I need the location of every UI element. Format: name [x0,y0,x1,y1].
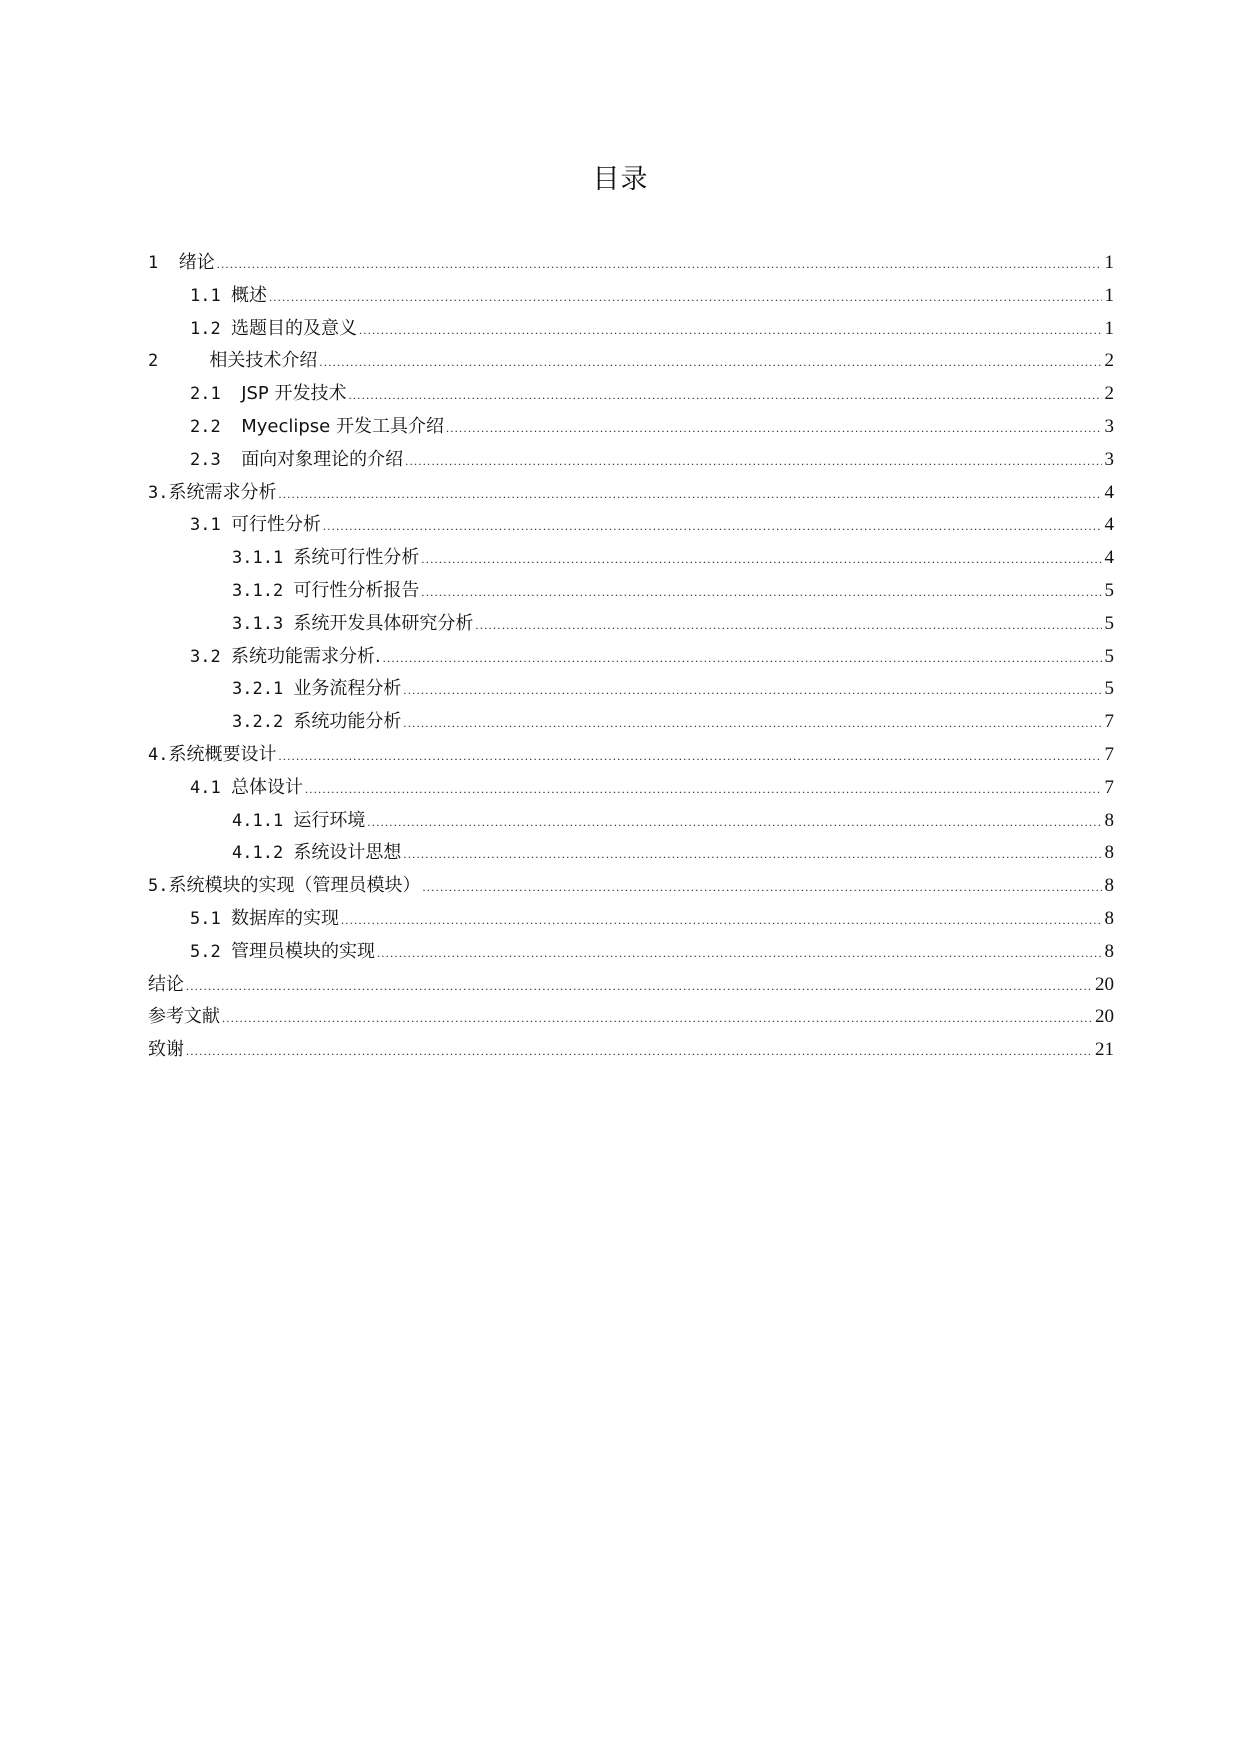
entry-title: 系统需求分析 [168,481,277,503]
toc-entry[interactable] [148,903,1114,936]
entry-number: 1 [148,253,179,273]
entry-title: 面向对象理论的介绍 [241,448,404,470]
dot-leader [421,543,1102,576]
dot-leader [446,412,1102,445]
entry-number: 5.2 [190,941,231,962]
dot-leader [323,510,1102,543]
page-number: 1 [1104,284,1114,306]
entry-title: 业务流程分析 [293,678,402,700]
entry-title: 系统可行性分析 [293,547,420,569]
page-number: 4 [1104,481,1114,503]
entry-number: 4.1.2 [232,843,294,864]
toc-entry[interactable] [148,444,1114,477]
dot-leader [421,576,1102,609]
page-number: 2 [1104,383,1114,405]
entry-title: 致谢 [148,1039,184,1061]
entry-title: 系统概要设计 [168,743,277,765]
entry-title: 系统功能分析 [293,711,402,733]
toc-entry[interactable] [148,411,1114,444]
entry-number: 5.1 [190,908,231,929]
entry-number: 4. [148,744,169,765]
entry-title: 系统开发具体研究分析 [293,612,474,634]
toc-entry[interactable] [148,673,1114,706]
entry-number: 3. [148,482,169,503]
page-number: 5 [1104,645,1114,667]
entry-title: 选题目的及意义 [230,317,357,339]
entry-number: 1.1 [190,285,231,306]
dot-leader [278,478,1102,511]
entry-number: 3.1.3 [232,613,294,634]
toc-entry[interactable] [148,313,1114,346]
entry-title: JSP 开发技术 [241,383,347,405]
page-number: 8 [1104,875,1114,897]
dot-leader [186,1035,1093,1068]
dot-leader [217,248,1102,281]
page-number: 7 [1104,776,1114,798]
entry-title: 可行性分析报告 [293,579,420,601]
dot-leader [341,904,1102,937]
page-number: 8 [1104,940,1114,962]
page-number: 5 [1104,678,1114,700]
page-number: 4 [1104,514,1114,536]
dot-leader [349,379,1103,412]
page-number: 1 [1104,252,1114,273]
toc-entry[interactable] [148,1001,1114,1034]
toc-entry[interactable] [148,575,1114,608]
toc-entry[interactable] [148,608,1114,641]
entry-title: 参考文献 [148,1006,220,1028]
toc-entry[interactable] [148,247,1114,280]
dot-leader [403,707,1102,740]
page-number: 8 [1104,809,1114,831]
toc-entry[interactable] [148,837,1114,870]
toc-entry[interactable] [148,739,1114,772]
entry-title: Myeclipse 开发工具介绍 [241,415,444,437]
entry-number: 4.1 [190,777,231,798]
entry-number: 2 [148,351,210,372]
toc-entry[interactable] [148,345,1114,378]
entry-title: 管理员模块的实现 [230,940,375,962]
page-number: 4 [1104,547,1114,569]
entry-number: 3.1 [190,515,231,536]
page-number: 20 [1095,1006,1114,1028]
page-number: 8 [1104,842,1114,864]
page-number: 8 [1104,907,1114,929]
entry-number: 2.1 [190,384,242,405]
toc-entry[interactable] [148,772,1114,805]
dot-leader [405,445,1102,478]
page-number: 20 [1095,973,1114,995]
toc-entry[interactable] [148,509,1114,542]
entry-number: 2.2 [190,416,242,437]
page-number: 2 [1104,350,1114,372]
entry-title: 数据库的实现 [230,907,339,929]
dot-leader [359,314,1102,347]
dot-leader [403,838,1102,871]
page-number: 3 [1104,448,1114,470]
page-number: 7 [1104,711,1114,733]
toc-entry[interactable] [148,969,1114,1002]
dot-leader [403,674,1102,707]
toc-entry[interactable] [148,1034,1114,1067]
toc-entry[interactable] [148,280,1114,313]
page-number: 21 [1095,1039,1114,1061]
dot-leader [222,1002,1093,1035]
toc-entry[interactable] [148,477,1114,510]
entry-number: 4.1.1 [232,810,294,831]
page-number: 1 [1104,317,1114,339]
page-number: 7 [1104,743,1114,765]
dot-leader [383,642,1102,675]
dot-leader [367,806,1102,839]
entry-number: 3.2.1 [232,679,294,700]
entry-number: 3.2 [190,646,231,667]
entry-title: 运行环境 [293,809,366,831]
dot-leader [269,281,1102,314]
entry-title: 可行性分析 [230,514,321,536]
table-of-contents [148,247,1114,1067]
entry-title: 系统模块的实现（管理员模块） [168,875,421,897]
dot-leader [186,970,1093,1003]
entry-title: 概述 [230,284,267,306]
toc-entry[interactable] [148,805,1114,838]
entry-title: 系统功能需求分析. [230,645,381,667]
dot-leader [305,773,1102,806]
page-number: 3 [1104,415,1114,437]
dot-leader [319,346,1102,379]
toc-entry[interactable] [148,378,1114,411]
toc-entry[interactable] [148,706,1114,739]
entry-number: 3.2.2 [232,712,294,733]
toc-entry[interactable] [148,870,1114,903]
entry-title: 系统设计思想 [293,842,402,864]
page-number: 5 [1104,579,1114,601]
entry-title: 相关技术介绍 [209,350,318,372]
dot-leader [377,937,1102,970]
entry-number: 5. [148,876,169,897]
entry-number: 3.1.2 [232,580,294,601]
dot-leader [422,871,1102,904]
toc-title: 目录 [592,164,649,195]
entry-number: 1.2 [190,318,231,339]
toc-entry[interactable] [148,641,1114,674]
dot-leader [278,740,1102,773]
page-number: 5 [1104,612,1114,634]
toc-entry[interactable] [148,936,1114,969]
entry-number: 2.3 [190,449,242,470]
entry-title: 结论 [148,973,184,995]
entry-title: 总体设计 [230,776,303,798]
entry-number: 3.1.1 [232,548,294,569]
toc-entry[interactable] [148,542,1114,575]
dot-leader [475,609,1102,642]
entry-title: 绪论 [178,252,215,273]
